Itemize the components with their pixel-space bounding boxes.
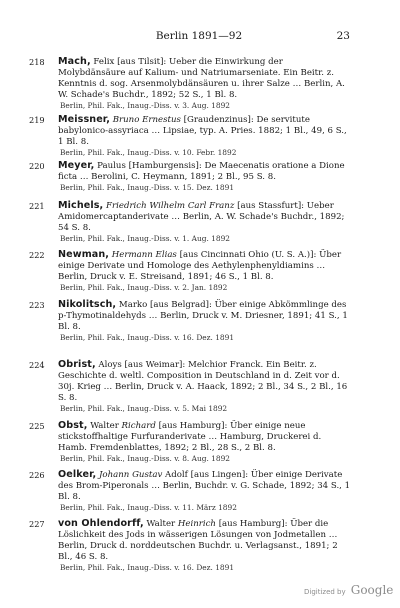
list-item (29, 469, 352, 513)
entry-degree: Berlin, Phil. Fak., Inaug.-Diss. v. 8. Aug. 1892 (60, 453, 230, 463)
entry-text: [Graudenzinus]: De servitute babylonico-assyriaca … Lipsiae, typ. A. Pries. 1882; 1 Bl., 49, 6 S., 1 Bl. 8. (58, 115, 347, 147)
entry-number: 222 (29, 250, 45, 260)
entry-surname: Mach, (58, 56, 91, 67)
entry-given-name: Heinrich (177, 519, 216, 529)
entry-text: [aus Hamburg]: Über einige neue stickstoffhaltige Furfuranderivate … Hamburg, Druckerei d. Hamb. Fremdenblattes, 1892; 2 Bl., 28 S., 2 Bl. 8. (58, 421, 322, 453)
list-item (29, 200, 352, 244)
list-item (29, 518, 352, 572)
watermark-prefix: Digitized by (304, 588, 346, 596)
entry-surname: von Ohlendorff, (58, 518, 144, 529)
entry-degree: Berlin, Phil. Fak., Inaug.-Diss. v. 16. Dez. 1891 (60, 332, 235, 342)
entry-text: [aus Hamburg]: Über die Löslichkeit des Jods in wässerigen Lösungen von Jodmetallen … Berlin, Druck d. norddeutschen Buchdr. u. Verlagsanst., 1891; 2 Bl., 46 S. 8. (58, 519, 338, 562)
entry-number: 218 (29, 57, 45, 67)
entry-text: Paulus [Hamburgensis]: De Maecenatis oratione a Dione ficta … Berolini, C. Heymann, 1891; 2 Bl., 95 S. 8. (58, 161, 345, 182)
entry-surname: Meyer, (58, 160, 95, 171)
entry-degree: Berlin, Phil. Fak., Inaug.-Diss. v. 11. März 1892 (60, 502, 237, 512)
list-item (29, 299, 352, 343)
running-title: Berlin 1891—92 (155, 30, 243, 42)
entry-text: Felix [aus Tilsit]: Ueber die Einwirkung der Molybdänsäure auf Kalium- und Natriumarseniate. Ein Beitr. z. Kenntnis d. sog. Arsenmolybdänsäuren u. ihrer Salze … Berlin, A. W. Schade's Buchdr., 1892; 52 S., 1 Bl. 8. (58, 57, 345, 100)
entry-number: 227 (29, 519, 45, 529)
entry-degree: Berlin, Phil. Fak., Inaug.-Diss. v. 16. Dez. 1891 (60, 562, 235, 572)
entry-degree: Berlin, Phil. Fak., Inaug.-Diss. v. 3. Aug. 1892 (60, 100, 230, 110)
entry-surname: Obst, (58, 420, 88, 431)
entry-degree: Berlin, Phil. Fak., Inaug.-Diss. v. 5. Mai 1892 (60, 403, 228, 413)
entry-text: Aloys [aus Weimar]: Melchior Franck. Ein Beitr. z. Geschichte d. weltl. Composition in Deutschland in d. Zeit vor d. 30j. Krieg … Berlin, Druck v. A. Haack, 1892; 2 Bl., 34 S., 2 Bl., 16 S. 8. (58, 360, 348, 403)
google-logo: Google (350, 583, 394, 597)
entry-number: 226 (29, 470, 45, 480)
entry-degree: Berlin, Phil. Fak., Inaug.-Diss. v. 10. Febr. 1892 (60, 147, 237, 157)
entry-number: 219 (29, 115, 45, 125)
entry-number: 224 (29, 360, 45, 370)
entry-surname: Oelker, (58, 469, 97, 480)
entry-given-name: Richard (121, 421, 156, 431)
digitized-watermark (304, 579, 393, 598)
entry-text-prefix: Walter (146, 519, 176, 529)
list-item (29, 420, 352, 464)
entry-degree: Berlin, Phil. Fak., Inaug.-Diss. v. 2. Jan. 1892 (60, 282, 228, 292)
entry-given-name: Johann Gustav (98, 470, 163, 480)
entry-degree: Berlin, Phil. Fak., Inaug.-Diss. v. 15. Dez. 1891 (60, 182, 235, 192)
entry-surname: Michels, (58, 200, 104, 211)
list-item (29, 114, 352, 158)
entry-surname: Meissner, (58, 114, 110, 125)
list-item (29, 359, 352, 413)
entry-text: Marko [aus Belgrad]: Über einige Abkömmlinge des p-Thymotinaldehyds … Berlin, Druck v. M. Driesner, 1891; 41 S., 1 Bl. 8. (58, 300, 348, 332)
list-item (29, 249, 352, 293)
entry-text: [aus Stassfurt]: Ueber Amidomercaptanderivate … Berlin, A. W. Schade's Buchdr., 1892; 54 S. 8. (58, 201, 345, 233)
entry-surname: Nikolitsch, (58, 299, 117, 310)
entry-number: 225 (29, 421, 45, 431)
entry-text: Adolf [aus Lingen]: Über einige Derivate des Brom-Piperonals … Berlin, Buchdr. v. G. Schade, 1892; 34 S., 1 Bl. 8. (58, 470, 351, 502)
entry-surname: Obrist, (58, 359, 96, 370)
page-number: 23 (336, 30, 350, 42)
entry-number: 223 (29, 300, 45, 310)
entry-given-name: Hermann Elias (111, 250, 177, 260)
page-header (48, 30, 350, 44)
entry-text-prefix: Walter (90, 421, 119, 431)
entry-given-name: Bruno Ernestus (112, 115, 181, 125)
entry-number: 220 (29, 161, 45, 171)
list-item (29, 56, 352, 110)
entry-given-name: Friedrich Wilhelm Carl Franz (106, 201, 235, 211)
entry-degree: Berlin, Phil. Fak., Inaug.-Diss. v. 1. Aug. 1892 (60, 233, 230, 243)
entry-text: [aus Cincinnati Ohio (U. S. A.)]: Über einige Derivate und Homologe des Aethylenphenyldiamins … Berlin, Druck v. E. Streisand, 1891; 46 S., 1 Bl. 8. (58, 250, 342, 282)
entry-number: 221 (29, 201, 45, 211)
entry-surname: Newman, (58, 249, 110, 260)
list-item (29, 160, 352, 193)
